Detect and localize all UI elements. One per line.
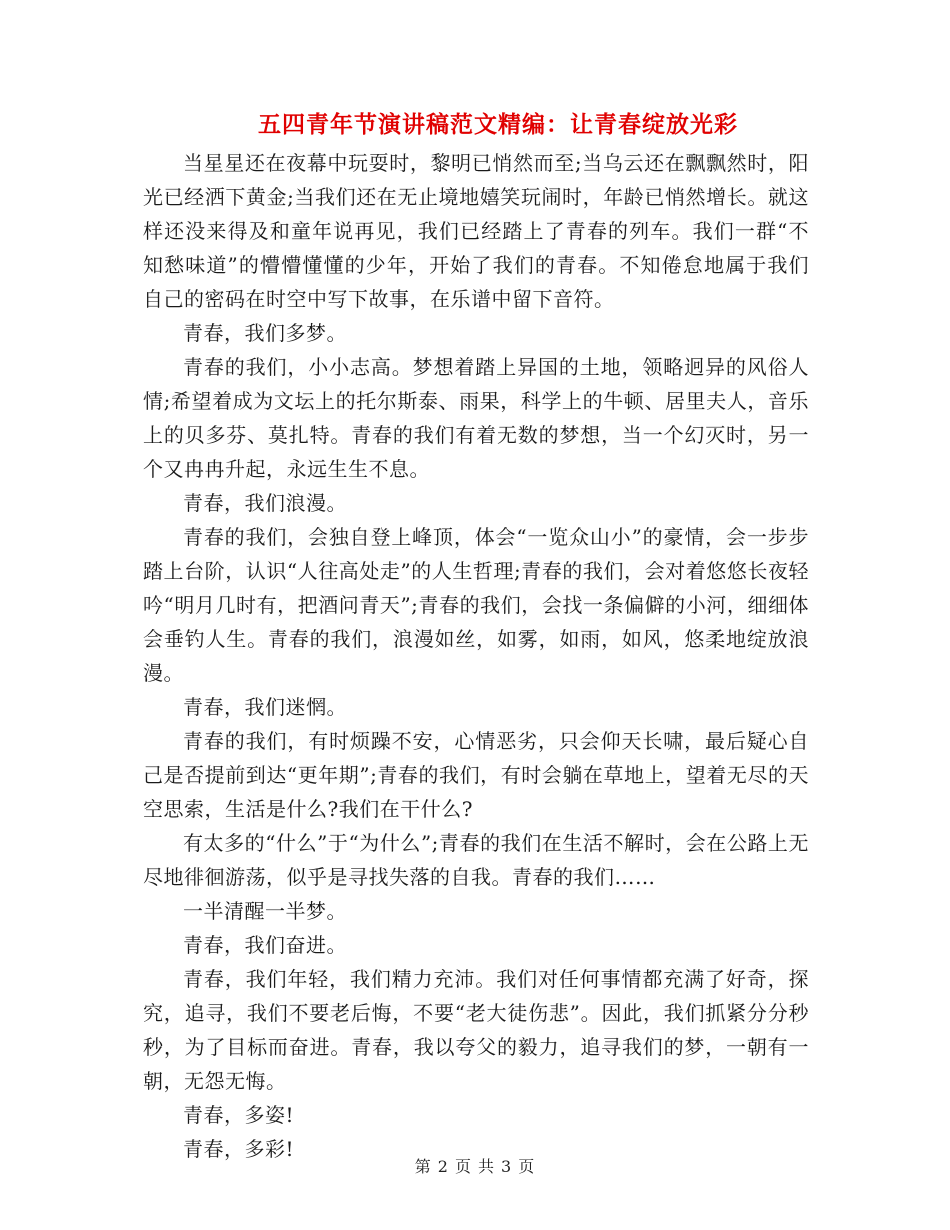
document-title: 五四青年节演讲稿范文精编：让青春绽放光彩 (258, 111, 738, 138)
paragraph-11: 青春，我们年轻，我们精力充沛。我们对任何事情都充满了好奇，探究，追寻，我们不要老后悔，不要“老大徒伤悲”。因此，我们抓紧分分秒秒，为了目标而奋进。青春，我以夸父的毅力，追寻我们的梦，一朝有一朝，无怨无悔。 (143, 967, 809, 1093)
footer-suffix: 页 (518, 1157, 536, 1176)
footer-page-number: 2 (437, 1157, 449, 1176)
paragraph-2: 青春，我们多梦。 (183, 321, 347, 345)
paragraph-5: 青春的我们，会独自登上峰顶，体会“一览众山小”的豪情，会一步步踏上台阶，认识“人往高处走”的人生哲理;青春的我们，会对着悠悠长夜轻吟“明月几时有，把酒问青天”;青春的我们，会找一条偏僻的小河，细细体会垂钓人生。青春的我们，浪漫如丝，如雾，如雨，如风，悠柔地绽放浪漫。 (143, 525, 809, 685)
paragraph-7: 青春的我们，有时烦躁不安，心情恶劣，只会仰天长啸，最后疑心自己是否提前到达“更年期”;青春的我们，有时会躺在草地上，望着无尽的天空思索，生活是什么?我们在干什么? (143, 729, 809, 821)
paragraph-12: 青春，多姿! (183, 1103, 295, 1127)
paragraph-8: 有太多的“什么”于“为什么”;青春的我们在生活不解时，会在公路上无尽地徘徊游荡，似乎是寻找失落的自我。青春的我们…… (143, 831, 809, 889)
paragraph-6: 青春，我们迷惘。 (183, 695, 347, 719)
paragraph-4: 青春，我们浪漫。 (183, 491, 347, 515)
paragraph-1: 当星星还在夜幕中玩耍时，黎明已悄然而至;当乌云还在飘飘然时，阳光已经洒下黄金;当我们还在无止境地嬉笑玩闹时，年龄已悄然增长。就这样还没来得及和童年说再见，我们已经踏上了青春的列车。我们一群“不知愁味道”的懵懵懂懂的少年，开始了我们的青春。不知倦怠地属于我们自己的密码在时空中写下故事，在乐谱中留下音符。 (143, 151, 809, 311)
paragraph-3: 青春的我们，小小志高。梦想着踏上异国的土地，领略迥异的风俗人情;希望着成为文坛上的托尔斯泰、雨果，科学上的牛顿、居里夫人，音乐上的贝多芬、莫扎特。青春的我们有着无数的梦想，当一个幻灭时，另一个又冉冉升起，永远生生不息。 (143, 355, 809, 481)
footer-prefix: 第 (414, 1157, 432, 1176)
footer-middle: 页 共 (454, 1157, 496, 1176)
document-body (143, 146, 809, 1166)
paragraph-9: 一半清醒一半梦。 (183, 899, 347, 923)
paragraph-13: 青春，多彩! (183, 1137, 295, 1161)
paragraph-10: 青春，我们奋进。 (183, 933, 347, 957)
footer-total-pages: 3 (501, 1157, 513, 1176)
page-footer (0, 1154, 950, 1177)
